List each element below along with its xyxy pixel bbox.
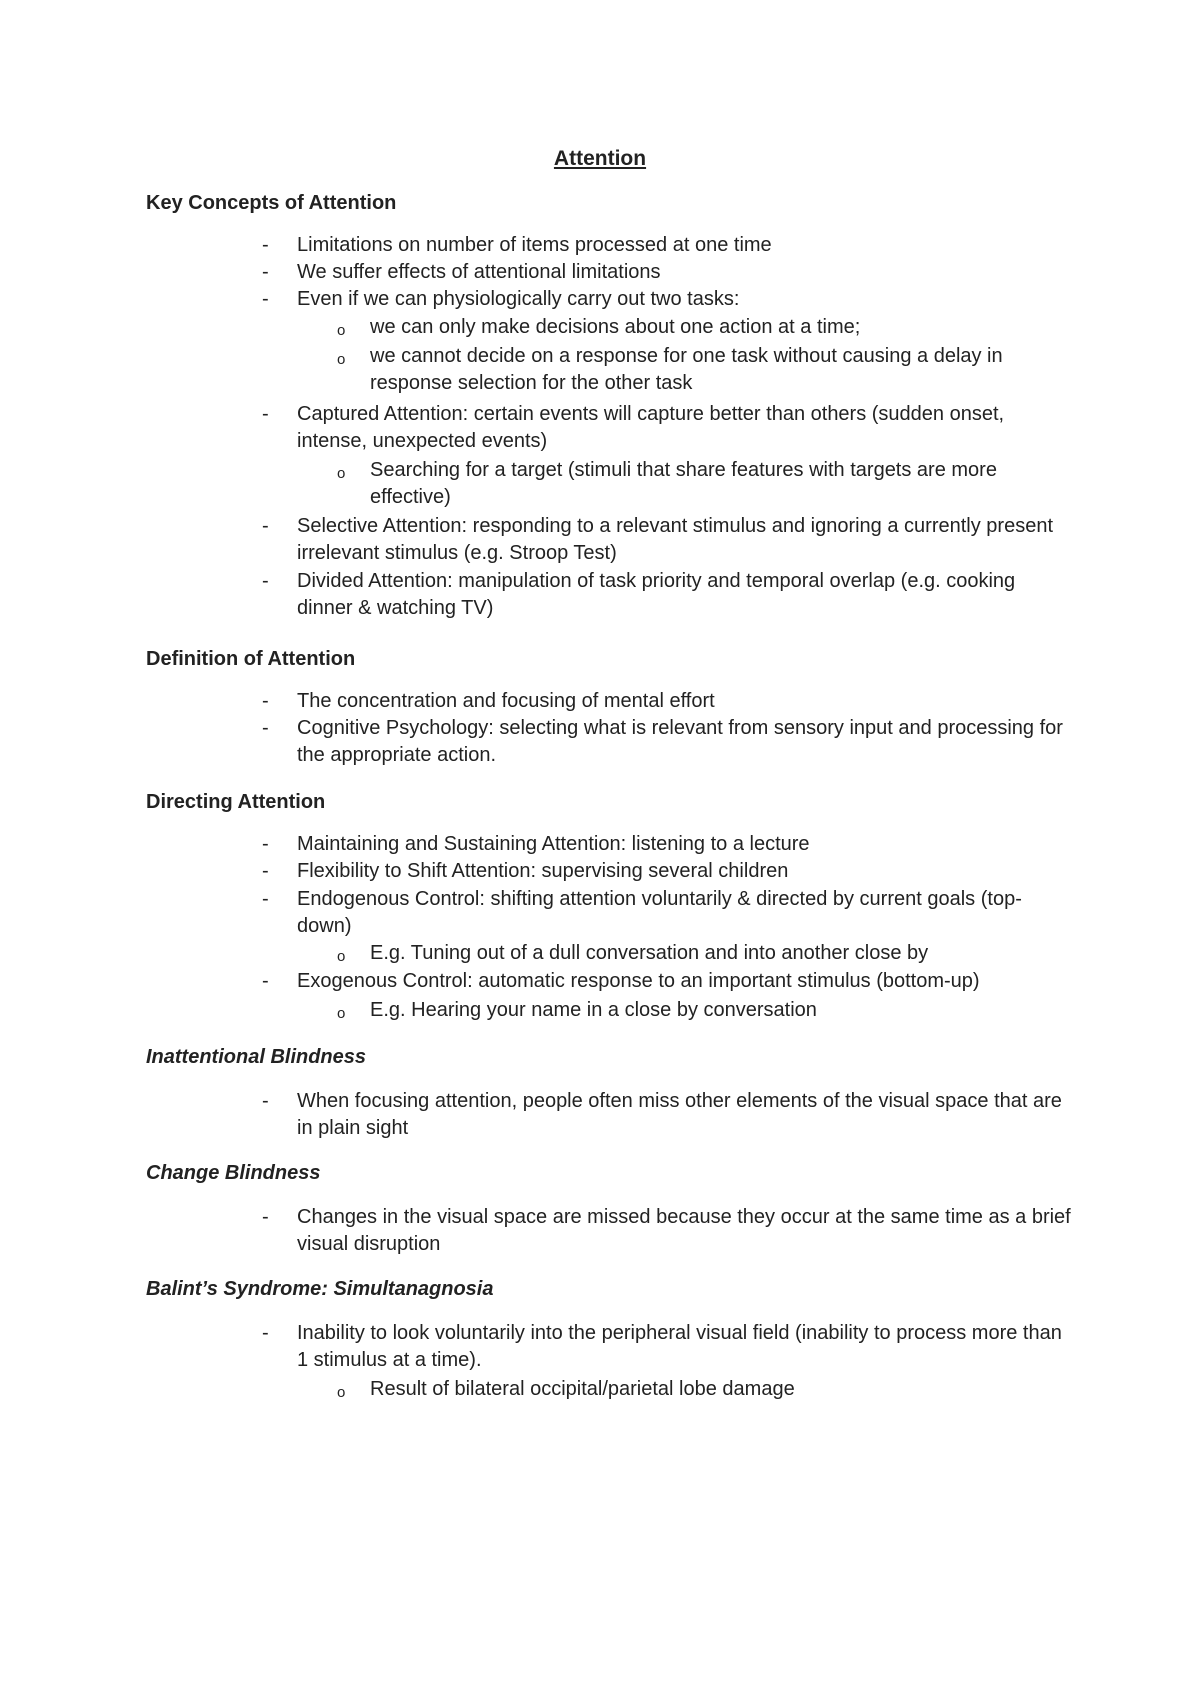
list-item-text: Divided Attention: manipulation of task priority and temporal overlap (e.g. cooking dinner & watching TV): [297, 570, 1016, 619]
section-heading: Directing Attention: [146, 791, 326, 813]
dash-bullet: -: [262, 1206, 269, 1228]
list-item: [262, 1320, 1072, 1374]
sub-list-item: [337, 314, 1072, 341]
list-item-text: Even if we can physiologically carry out two tasks:: [297, 288, 740, 310]
list-item-text: Selective Attention: responding to a relevant stimulus and ignoring a currently present irrelevant stimulus (e.g. Stroop Test): [297, 515, 1053, 564]
list-item: [262, 232, 1072, 259]
list-item-text: Inability to look voluntarily into the peripheral visual field (inability to process more than 1 stimulus at a time).: [297, 1322, 1062, 1371]
list-item: [262, 688, 1072, 715]
list-item: [262, 1088, 1072, 1142]
section-heading: Balint’s Syndrome: Simultanagnosia: [146, 1278, 494, 1300]
list-item-text: Searching for a target (stimuli that share features with targets are more effective): [370, 459, 997, 508]
list-item: [262, 286, 1072, 313]
list-item-text: Captured Attention: certain events will capture better than others (sudden onset, intense, unexpected events): [297, 403, 1005, 452]
sub-list-item: [337, 940, 1072, 967]
dash-bullet: -: [262, 1322, 269, 1344]
dash-bullet: -: [262, 833, 269, 855]
list-item-text: When focusing attention, people often miss other elements of the visual space that are in plain sight: [297, 1090, 1062, 1139]
list-item-text: Flexibility to Shift Attention: supervising several children: [297, 860, 789, 882]
list-item: [262, 401, 1072, 455]
list-item: [262, 715, 1072, 769]
sub-list-item: [337, 343, 1072, 397]
circle-bullet: o: [337, 322, 346, 339]
circle-bullet: o: [337, 1005, 346, 1022]
list-item: [262, 568, 1072, 622]
section-heading: Change Blindness: [146, 1162, 321, 1184]
list-item-text: We suffer effects of attentional limitations: [297, 261, 661, 283]
list-item-text: The concentration and focusing of mental effort: [297, 690, 715, 712]
section-heading: Inattentional Blindness: [146, 1046, 367, 1068]
sub-list-item: [337, 997, 1072, 1024]
circle-bullet: o: [337, 948, 346, 965]
sub-list-item: [337, 1376, 1072, 1403]
list-item-text: E.g. Tuning out of a dull conversation and into another close by: [370, 942, 929, 964]
dash-bullet: -: [262, 570, 269, 592]
list-item: [262, 831, 1072, 858]
list-item-text: Exogenous Control: automatic response to an important stimulus (bottom-up): [297, 970, 980, 992]
list-item: [262, 1204, 1072, 1258]
list-item-text: Cognitive Psychology: selecting what is relevant from sensory input and processing for the appropriate action.: [297, 717, 1063, 766]
list-item: [262, 259, 1072, 286]
list-item-text: E.g. Hearing your name in a close by conversation: [370, 999, 817, 1021]
sub-list-item: [337, 457, 1072, 511]
list-item: [262, 968, 1072, 995]
list-item-text: Limitations on number of items processed at one time: [297, 234, 772, 256]
dash-bullet: -: [262, 403, 269, 425]
list-item: [262, 886, 1072, 940]
list-item-text: Maintaining and Sustaining Attention: listening to a lecture: [297, 833, 810, 855]
dash-bullet: -: [262, 888, 269, 910]
section-heading: Definition of Attention: [146, 648, 356, 670]
list-item-text: Endogenous Control: shifting attention voluntarily & directed by current goals (top-down): [297, 888, 1022, 937]
dash-bullet: -: [262, 690, 269, 712]
list-item-text: Changes in the visual space are missed because they occur at the same time as a brief visual disruption: [297, 1206, 1071, 1255]
list-item: [262, 858, 1072, 885]
dash-bullet: -: [262, 515, 269, 537]
dash-bullet: -: [262, 717, 269, 739]
section-heading: Key Concepts of Attention: [146, 192, 397, 214]
document-title: Attention: [553, 147, 647, 170]
circle-bullet: o: [337, 351, 346, 368]
dash-bullet: -: [262, 234, 269, 256]
dash-bullet: -: [262, 970, 269, 992]
dash-bullet: -: [262, 860, 269, 882]
list-item-text: Result of bilateral occipital/parietal lobe damage: [370, 1378, 795, 1400]
dash-bullet: -: [262, 261, 269, 283]
dash-bullet: -: [262, 1090, 269, 1112]
circle-bullet: o: [337, 465, 346, 482]
list-item-text: we can only make decisions about one action at a time;: [370, 316, 861, 338]
dash-bullet: -: [262, 288, 269, 310]
list-item: [262, 513, 1072, 567]
circle-bullet: o: [337, 1384, 346, 1401]
list-item-text: we cannot decide on a response for one task without causing a delay in response selection for the other task: [370, 345, 1003, 394]
